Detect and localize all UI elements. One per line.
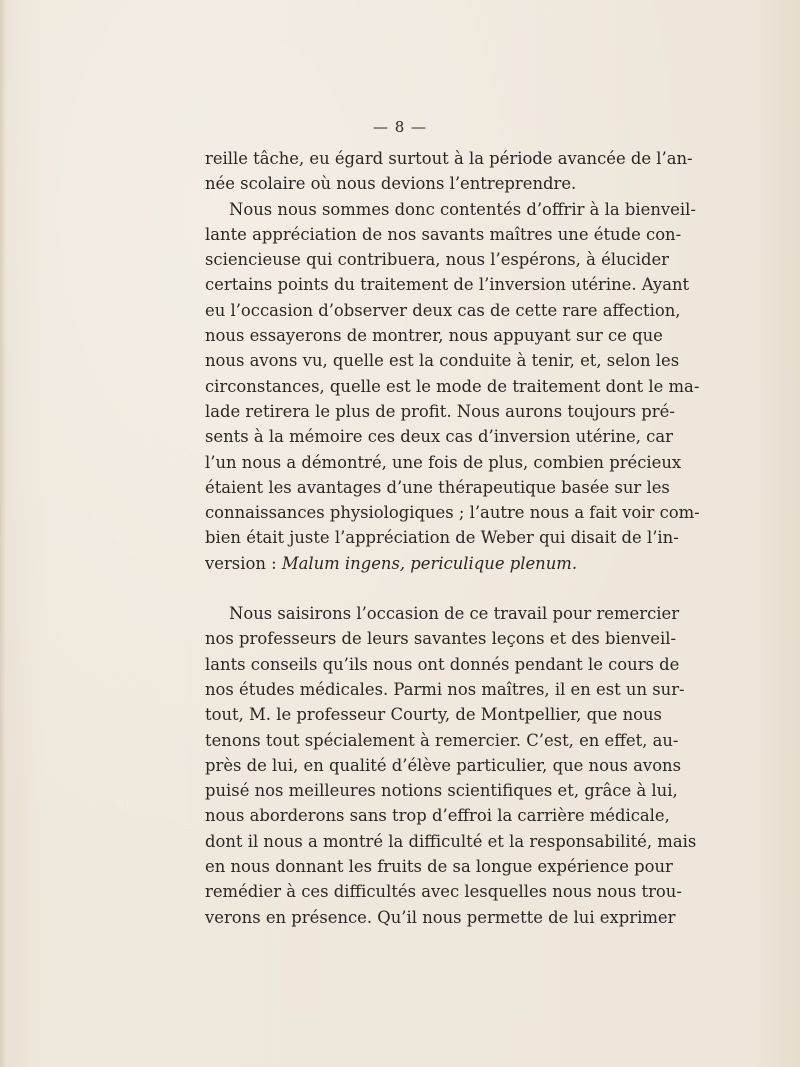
text-line-content: reille tâche, eu égard surtout à la période avancée de l’an-: [205, 149, 693, 168]
text-line: [205, 247, 670, 272]
text-line: [205, 197, 696, 222]
text-line-content: nous essayerons de montrer, nous appuyant sur ce que: [205, 326, 663, 346]
page-edge-shadow: [0, 0, 6, 1067]
text-line: [205, 905, 676, 930]
page-number: — 8 —: [372, 118, 428, 136]
text-line: [205, 829, 697, 854]
text-line: [205, 525, 679, 550]
text-line: [205, 551, 642, 576]
text-line-content: sciencieuse qui contribuera, nous l’espérons, à élucider: [205, 250, 670, 270]
text-line-content: lade retirera le plus de profit. Nous aurons toujours pré-: [205, 401, 675, 421]
text-line-content: nos professeurs de leurs savantes leçons et des bienveil-: [205, 629, 677, 649]
text-line-content: bien était juste l’appréciation de Weber qui disait de l’in-: [205, 528, 679, 548]
text-line: [205, 753, 682, 778]
text-line: [205, 348, 680, 373]
text-line: [205, 450, 682, 475]
text-line-content: puisé nos meilleures notions scientifiques et, grâce à lui,: [205, 781, 678, 801]
body-text: [205, 146, 700, 930]
text-line-content: lants conseils qu’ils nous ont donnés pendant le cours de: [205, 654, 680, 674]
text-line-content: dont il nous a montré la difficulté et la responsabilité, mais: [205, 831, 697, 851]
text-line-content: près de lui, en qualité d’élève particulier, que nous avons: [205, 755, 682, 775]
paragraph-gap: [205, 576, 642, 601]
text-line: [205, 146, 693, 171]
text-line: [205, 601, 680, 626]
text-line: [205, 879, 682, 904]
text-line: [205, 272, 690, 297]
text-line: [205, 374, 700, 399]
text-line: [205, 171, 642, 196]
text-line-content: verons en présence. Qu’il nous permette de lui exprimer: [205, 907, 676, 927]
text-line: [205, 626, 677, 651]
text-line-content: remédier à ces difficultés avec lesquelles nous nous trou-: [205, 882, 682, 902]
text-line-content: étaient les avantages d’une thérapeutique basée sur les: [205, 477, 670, 497]
text-line-content: tenons tout spécialement à remercier. C’est, en effet, au-: [205, 730, 679, 750]
text-line-content: nous avons vu, quelle est la conduite à tenir, et, selon les: [205, 351, 680, 371]
text-line: [205, 399, 675, 424]
text-line-content: nos études médicales. Parmi nos maîtres, il en est un sur-: [205, 679, 685, 699]
text-line-content: nous aborderons sans trop d’effroi la carrière médicale,: [205, 806, 670, 826]
text-line: [205, 475, 670, 500]
text-line: [205, 424, 673, 449]
text-line: [205, 652, 680, 677]
text-line-content: eu l’occasion d’observer deux cas de cette rare affection,: [205, 300, 681, 320]
text-line-content: Nous saisirons l’occasion de ce travail pour remercier: [229, 604, 680, 624]
text-line: [205, 728, 679, 753]
text-line: [205, 500, 700, 525]
text-line: [205, 854, 673, 879]
text-line-content: l’un nous a démontré, une fois de plus, combien précieux: [205, 452, 682, 472]
text-line-content: en nous donnant les fruits de sa longue expérience pour: [205, 857, 673, 877]
text-line-content: sents à la mémoire ces deux cas d’inversion utérine, car: [205, 427, 673, 447]
text-line-content: circonstances, quelle est le mode de traitement dont le ma-: [205, 376, 700, 396]
text-line: [205, 778, 678, 803]
text-line-content: version :: [205, 553, 277, 573]
text-line: [205, 803, 670, 828]
latin-quotation: Malum ingens, periculique plenum.: [276, 553, 578, 573]
text-line-content: tout, M. le professeur Courty, de Montpellier, que nous: [205, 705, 662, 725]
text-line-content: Nous nous sommes donc contentés d’offrir à la bienveil-: [229, 199, 696, 219]
text-line: [205, 323, 663, 348]
text-line: [205, 702, 662, 727]
text-line-content: lante appréciation de nos savants maîtres une étude con-: [205, 224, 682, 244]
text-line-content: née scolaire où nous devions l’entreprendre.: [205, 174, 577, 194]
text-line-content: certains points du traitement de l’inversion utérine. Ayant: [205, 275, 690, 295]
text-line: [205, 298, 681, 323]
text-line-content: connaissances physiologiques ; l’autre nous a fait voir com-: [205, 503, 700, 523]
text-line: [205, 222, 682, 247]
text-line: [205, 677, 685, 702]
